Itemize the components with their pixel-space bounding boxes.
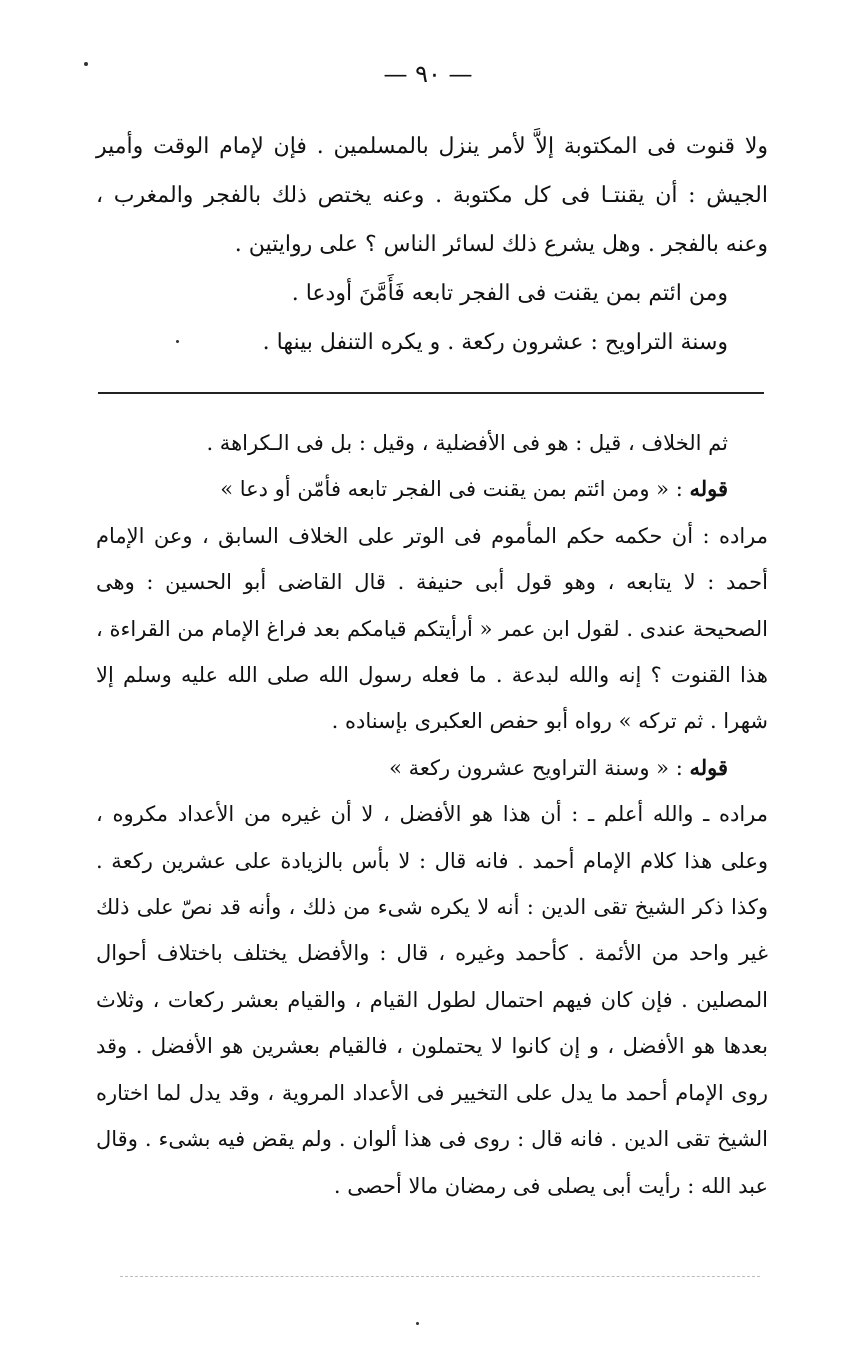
commentary-body-1: مراده : أن حكمه حكم المأموم فى الوتر على الخلاف السابق ، وعن الإمام أحمد : لا يتابعه ، وهو قول أبى حنيفة . قال القاضى أبو الحسين : وهى الصحيحة عندى . لقول ابن عمر « أرأيتكم قيامكم بعد فراغ الإمام من القراءة ، هذا القنوت ؟ إنه والله لبدعة . ما فعله رسول الله صلى الله عليه وسلم إلا شهرا . ثم تركه » رواه أبو حفص العكبرى بإسناده . bbox=[96, 523, 768, 734]
quote-text: : « وسنة التراويح عشرون ركعة » bbox=[389, 755, 690, 780]
commentary bbox=[96, 420, 768, 1209]
qawluhu-keyword: قوله bbox=[689, 754, 728, 780]
footnote-divider bbox=[98, 392, 764, 394]
main-paragraph-qunut: ولا قنوت فى المكتوبة إلاَّ لأمر ينزل بالمسلمين . فإن لإمام الوقت وأمير الجيش : أن يقنتـا فى كل مكتوبة . وعنه يختص ذلك بالفجر والمغرب ، وعنه بالفجر . وهل يشرع ذلك لسائر الناس ؟ على روايتين . bbox=[96, 134, 768, 257]
bottom-scan-rule bbox=[120, 1276, 760, 1277]
scan-speck bbox=[416, 1322, 419, 1325]
main-paragraph-follow-imam: ومن ائتم بمن يقنت فى الفجر تابعه فَأَمَّنَ أودعا . bbox=[291, 281, 728, 306]
scan-speck bbox=[176, 340, 179, 343]
commentary-body-2: مراده ـ والله أعلم ـ : أن هذا هو الأفضل ، لا أن غيره من الأعداد مكروه ، وعلى هذا كلام الإمام أحمد . فانه قال : لا بأس بالزيادة على عشرين ركعة . وكذا ذكر الشيخ تقى الدين : أنه لا يكره شىء من ذلك ، وأنه قد نصّ على ذلك غير واحد من الأئمة . كأحمد وغيره ، قال : والأفضل يختلف باختلاف أحوال المصلين . فإن كان فيهم احتمال لطول القيام ، والقيام بعشر ركعات ، وثلاث بعدها هو الأفضل ، و إن كانوا لا يحتملون ، فالقيام بعشرين هو الأفضل . وقد روى الإمام أحمد ما يدل على التخيير فى الأعداد المروية ، وقد يدل لما اختاره الشيخ تقى الدين . فانه قال : روى فى هذا ألوان . ولم يقض فيه بشىء . وقال عبد الله : رأيت أبى يصلى فى رمضان مالا أحصى . bbox=[96, 802, 768, 1198]
page-number: — ٩٠ — bbox=[383, 60, 473, 88]
main-text bbox=[96, 122, 768, 367]
main-paragraph-tarawih: وسنة التراويح : عشرون ركعة . و يكره التنفل بينها . bbox=[262, 330, 728, 355]
commentary-quote-1 bbox=[96, 466, 768, 512]
quote-text: : « ومن ائتم بمن يقنت فى الفجر تابعه فأمّن أو دعا » bbox=[220, 477, 690, 502]
scan-speck bbox=[84, 62, 88, 66]
commentary-intro: ثم الخلاف ، قيل : هو فى الأفضلية ، وقيل : بل فى الـكراهة . bbox=[206, 431, 728, 455]
qawluhu-keyword: قوله bbox=[689, 476, 728, 502]
commentary-quote-2 bbox=[96, 745, 768, 791]
